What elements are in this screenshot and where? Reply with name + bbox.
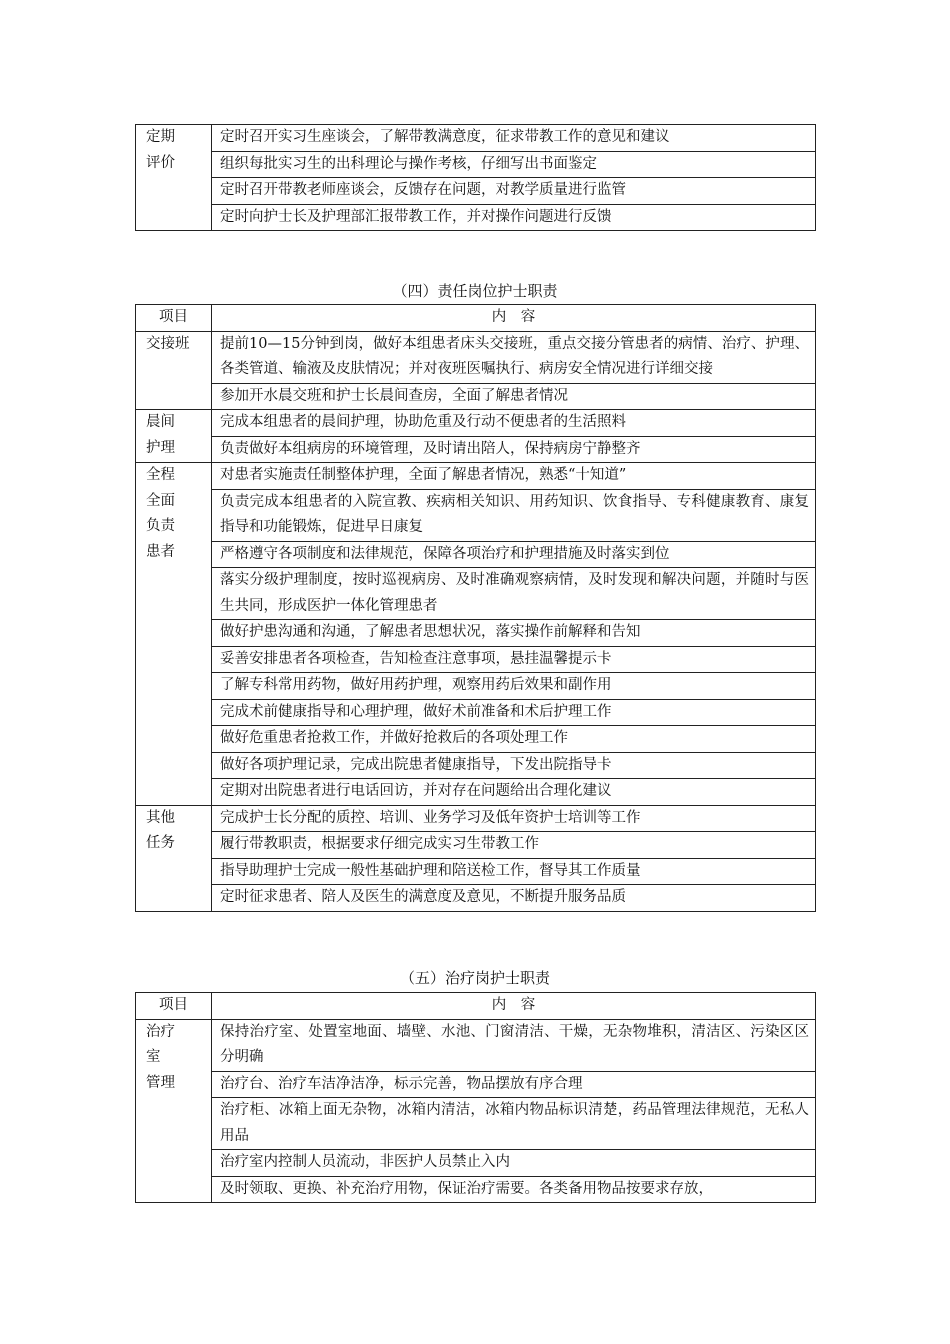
treatment-nurse-duties-table bbox=[135, 992, 816, 1203]
category-cell: 交接班 bbox=[136, 331, 212, 410]
table-row bbox=[136, 1176, 816, 1203]
duty-cell: 严格遵守各项制度和法律规范，保障各项治疗和护理措施及时落实到位 bbox=[212, 541, 816, 568]
duty-cell: 组织每批实习生的出科理论与操作考核，仔细写出书面鉴定 bbox=[212, 151, 816, 178]
duty-cell: 治疗柜、冰箱上面无杂物，冰箱内清洁，冰箱内物品标识清楚，药品管理法律规范，无私人用品 bbox=[212, 1098, 816, 1150]
duty-cell: 做好危重患者抢救工作，并做好抢救后的各项处理工作 bbox=[212, 726, 816, 753]
duty-cell: 妥善安排患者各项检查，告知检查注意事项，悬挂温馨提示卡 bbox=[212, 646, 816, 673]
duty-cell: 定期对出院患者进行电话回访，并对存在问题给出合理化建议 bbox=[212, 779, 816, 806]
table-row bbox=[136, 541, 816, 568]
category-cell: 治疗 室 管理 bbox=[136, 1019, 212, 1203]
duty-cell: 治疗台、治疗车洁净洁净，标示完善，物品摆放有序合理 bbox=[212, 1071, 816, 1098]
duty-cell: 了解专科常用药物，做好用药护理，观察用药后效果和副作用 bbox=[212, 673, 816, 700]
table-row bbox=[136, 1071, 816, 1098]
header-content: 内 容 bbox=[212, 993, 816, 1020]
duty-cell: 履行带教职责，根据要求仔细完成实习生带教工作 bbox=[212, 832, 816, 859]
section-5-title: （五）治疗岗护士职责 bbox=[399, 969, 550, 987]
table-row bbox=[136, 125, 816, 152]
table-row bbox=[136, 463, 816, 490]
table-header-row bbox=[136, 305, 816, 332]
table-row bbox=[136, 699, 816, 726]
responsibility-nurse-duties-table bbox=[135, 304, 816, 912]
header-content: 内 容 bbox=[212, 305, 816, 332]
table-row bbox=[136, 726, 816, 753]
duty-cell: 做好护患沟通和沟通，了解患者思想状况，落实操作前解释和告知 bbox=[212, 620, 816, 647]
duty-cell: 对患者实施责任制整体护理，全面了解患者情况，熟悉“十知道” bbox=[212, 463, 816, 490]
table-row bbox=[136, 752, 816, 779]
table-row bbox=[136, 646, 816, 673]
duty-cell: 负责完成本组患者的入院宣教、疾病相关知识、用药知识、饮食指导、专科健康教育、康复指导和功能锻炼，促进早日康复 bbox=[212, 489, 816, 541]
table-row bbox=[136, 410, 816, 437]
table-row bbox=[136, 568, 816, 620]
table-row bbox=[136, 620, 816, 647]
section-4-title: （四）责任岗位护士职责 bbox=[392, 282, 558, 300]
table-row bbox=[136, 885, 816, 912]
duty-cell: 完成术前健康指导和心理护理，做好术前准备和术后护理工作 bbox=[212, 699, 816, 726]
duty-cell: 完成护士长分配的质控、培训、业务学习及低年资护士培训等工作 bbox=[212, 805, 816, 832]
table-header-row bbox=[136, 993, 816, 1020]
table-row bbox=[136, 1098, 816, 1150]
duty-cell: 负责做好本组病房的环境管理，及时请出陪人，保持病房宁静整齐 bbox=[212, 436, 816, 463]
table-row bbox=[136, 1019, 816, 1071]
category-cell: 晨间 护理 bbox=[136, 410, 212, 463]
duty-cell: 治疗室内控制人员流动，非医护人员禁止入内 bbox=[212, 1150, 816, 1177]
duty-cell: 定时征求患者、陪人及医生的满意度及意见，不断提升服务品质 bbox=[212, 885, 816, 912]
table-row bbox=[136, 178, 816, 205]
duty-cell: 完成本组患者的晨间护理，协助危重及行动不便患者的生活照料 bbox=[212, 410, 816, 437]
duty-cell: 定时召开带教老师座谈会，反馈存在问题，对教学质量进行监管 bbox=[212, 178, 816, 205]
duty-cell: 及时领取、更换、补充治疗用物，保证治疗需要。各类备用物品按要求存放， bbox=[212, 1176, 816, 1203]
duty-cell: 指导助理护士完成一般性基础护理和陪送检工作，督导其工作质量 bbox=[212, 858, 816, 885]
header-item: 项目 bbox=[136, 993, 212, 1020]
category-cell: 定期 评价 bbox=[136, 125, 212, 231]
duty-cell: 保持治疗室、处置室地面、墙壁、水池、门窗清洁、干燥，无杂物堆积，清洁区、污染区区分明确 bbox=[212, 1019, 816, 1071]
category-cell: 其他 任务 bbox=[136, 805, 212, 911]
table-row bbox=[136, 489, 816, 541]
table-row bbox=[136, 858, 816, 885]
duty-cell: 参加开水晨交班和护士长晨间查房，全面了解患者情况 bbox=[212, 383, 816, 410]
duty-cell: 做好各项护理记录，完成出院患者健康指导，下发出院指导卡 bbox=[212, 752, 816, 779]
duty-cell: 定时向护士长及护理部汇报带教工作，并对操作问题进行反馈 bbox=[212, 204, 816, 231]
table-row bbox=[136, 383, 816, 410]
header-item: 项目 bbox=[136, 305, 212, 332]
evaluation-table bbox=[135, 124, 816, 231]
table-row bbox=[136, 331, 816, 383]
duty-cell: 提前10—15分钟到岗，做好本组患者床头交接班，重点交接分管患者的病情、治疗、护理、各类管道、输液及皮肤情况；并对夜班医嘱执行、病房安全情况进行详细交接 bbox=[212, 331, 816, 383]
table-row bbox=[136, 204, 816, 231]
table-row bbox=[136, 779, 816, 806]
table-row bbox=[136, 673, 816, 700]
table-row bbox=[136, 805, 816, 832]
duty-cell: 定时召开实习生座谈会，了解带教满意度，征求带教工作的意见和建议 bbox=[212, 125, 816, 152]
table-row bbox=[136, 436, 816, 463]
category-cell: 全程 全面 负责 患者 bbox=[136, 463, 212, 806]
table-row bbox=[136, 832, 816, 859]
table-row bbox=[136, 1150, 816, 1177]
table-row bbox=[136, 151, 816, 178]
duty-cell: 落实分级护理制度，按时巡视病房、及时准确观察病情，及时发现和解决问题，并随时与医生共同，形成医护一体化管理患者 bbox=[212, 568, 816, 620]
